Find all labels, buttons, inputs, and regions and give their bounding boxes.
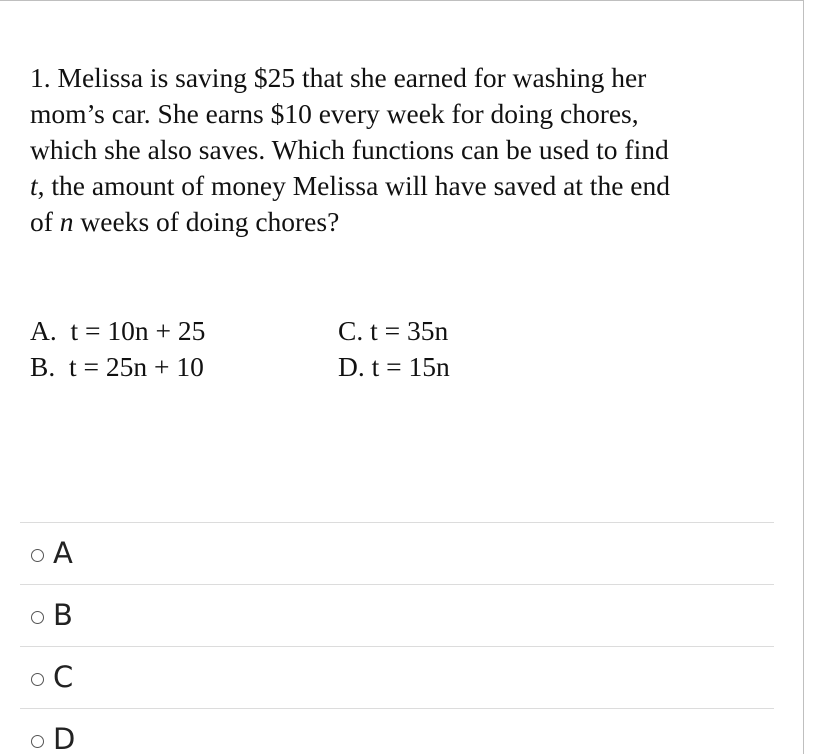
- question-line-1: 1. Melissa is saving $25 that she earned for washing her: [30, 62, 647, 93]
- printed-choice-c: C. t = 35n: [338, 315, 449, 346]
- printed-choice-b: B. t = 25n + 10: [30, 351, 204, 382]
- answer-option-c[interactable]: [20, 646, 774, 708]
- question-text: [30, 60, 780, 240]
- answer-option-label: B: [53, 598, 73, 632]
- radio-button-icon[interactable]: [31, 611, 44, 624]
- radio-button-icon[interactable]: [31, 549, 44, 562]
- question-line-2: mom’s car. She earns $10 every week for doing chores,: [30, 98, 639, 129]
- question-line-5-pre: of: [30, 206, 60, 237]
- frame-top-border: [0, 0, 804, 1]
- answer-option-label: D: [53, 722, 76, 754]
- radio-button-icon[interactable]: [31, 735, 44, 748]
- question-line-4: [30, 168, 780, 204]
- answer-option-d[interactable]: [20, 708, 774, 754]
- answer-option-label: C: [53, 660, 74, 694]
- variable-t: t: [30, 170, 38, 201]
- question-line-4-rest: , the amount of money Melissa will have saved at the end: [37, 170, 670, 201]
- frame-right-border: [803, 0, 804, 754]
- variable-n: n: [59, 206, 74, 237]
- radio-button-icon[interactable]: [31, 673, 44, 686]
- answer-option-label: A: [53, 536, 73, 570]
- question-line-5: [30, 204, 780, 240]
- printed-choice-d: D. t = 15n: [338, 351, 450, 382]
- question-line-5-rest: weeks of doing chores?: [73, 206, 340, 237]
- answer-option-b[interactable]: [20, 584, 774, 646]
- question-line-3: which she also saves. Which functions can be used to find: [30, 134, 669, 165]
- answer-options: [20, 522, 774, 754]
- answer-option-a[interactable]: [20, 522, 774, 584]
- printed-choice-a: A. t = 10n + 25: [30, 315, 206, 346]
